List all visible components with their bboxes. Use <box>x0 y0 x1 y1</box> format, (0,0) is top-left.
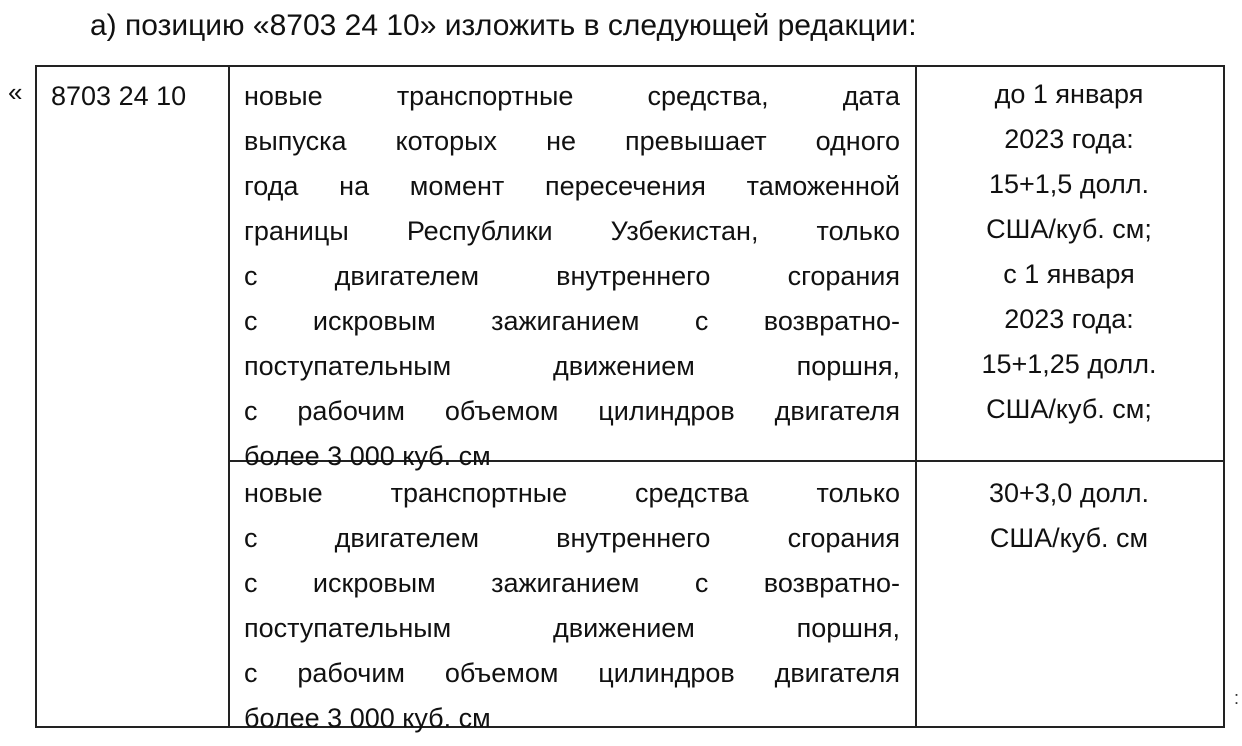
rate-line: до 1 января <box>994 79 1144 109</box>
rate-line: с 1 января <box>1003 259 1135 289</box>
hs-code-cell: 8703 24 10 <box>51 81 187 111</box>
opening-quote-mark: « <box>8 77 23 107</box>
tariff-table <box>35 65 1225 733</box>
description-line: поступательным движением поршня, <box>244 351 900 381</box>
rate-line: 2023 года: <box>1004 304 1134 334</box>
column-divider-code <box>228 67 230 726</box>
description-line: более 3 000 куб. см <box>244 703 491 733</box>
description-line: года на момент пересечения таможенной <box>244 171 900 201</box>
margin-colon-mark: : <box>1234 688 1240 708</box>
description-line: с двигателем внутреннего сгорания <box>244 261 900 291</box>
rate-line: 30+3,0 долл. <box>988 478 1150 508</box>
rate-line: 15+1,5 долл. <box>988 169 1150 199</box>
rate-cell-row-2 <box>919 471 1219 561</box>
description-cell-row-2 <box>244 471 900 741</box>
description-line: новые транспортные средства, дата <box>244 81 900 111</box>
rate-line: 15+1,25 долл. <box>981 349 1157 379</box>
amendment-heading: а) позицию «8703 24 10» изложить в следующей редакции: <box>90 9 917 42</box>
description-line: границы Республики Узбекистан, только <box>244 216 900 246</box>
description-line: с двигателем внутреннего сгорания <box>244 523 900 553</box>
description-line: с рабочим объемом цилиндров двигателя <box>244 396 900 426</box>
column-divider-rate <box>915 67 917 726</box>
description-cell-row-1 <box>244 74 900 479</box>
rate-line: 2023 года: <box>1004 124 1134 154</box>
rate-line: США/куб. см <box>989 523 1149 553</box>
description-line: выпуска которых не превышает одного <box>244 126 900 156</box>
description-line: более 3 000 куб. см <box>244 441 491 471</box>
description-line: с искровым зажиганием с возвратно- <box>244 568 900 598</box>
description-line: с рабочим объемом цилиндров двигателя <box>244 658 900 688</box>
description-line: с искровым зажиганием с возвратно- <box>244 306 900 336</box>
description-line: поступательным движением поршня, <box>244 613 900 643</box>
rate-line: США/куб. см; <box>986 394 1152 424</box>
rate-cell-row-1 <box>919 72 1219 432</box>
rate-line: США/куб. см; <box>986 214 1152 244</box>
description-line: новые транспортные средства только <box>244 478 900 508</box>
